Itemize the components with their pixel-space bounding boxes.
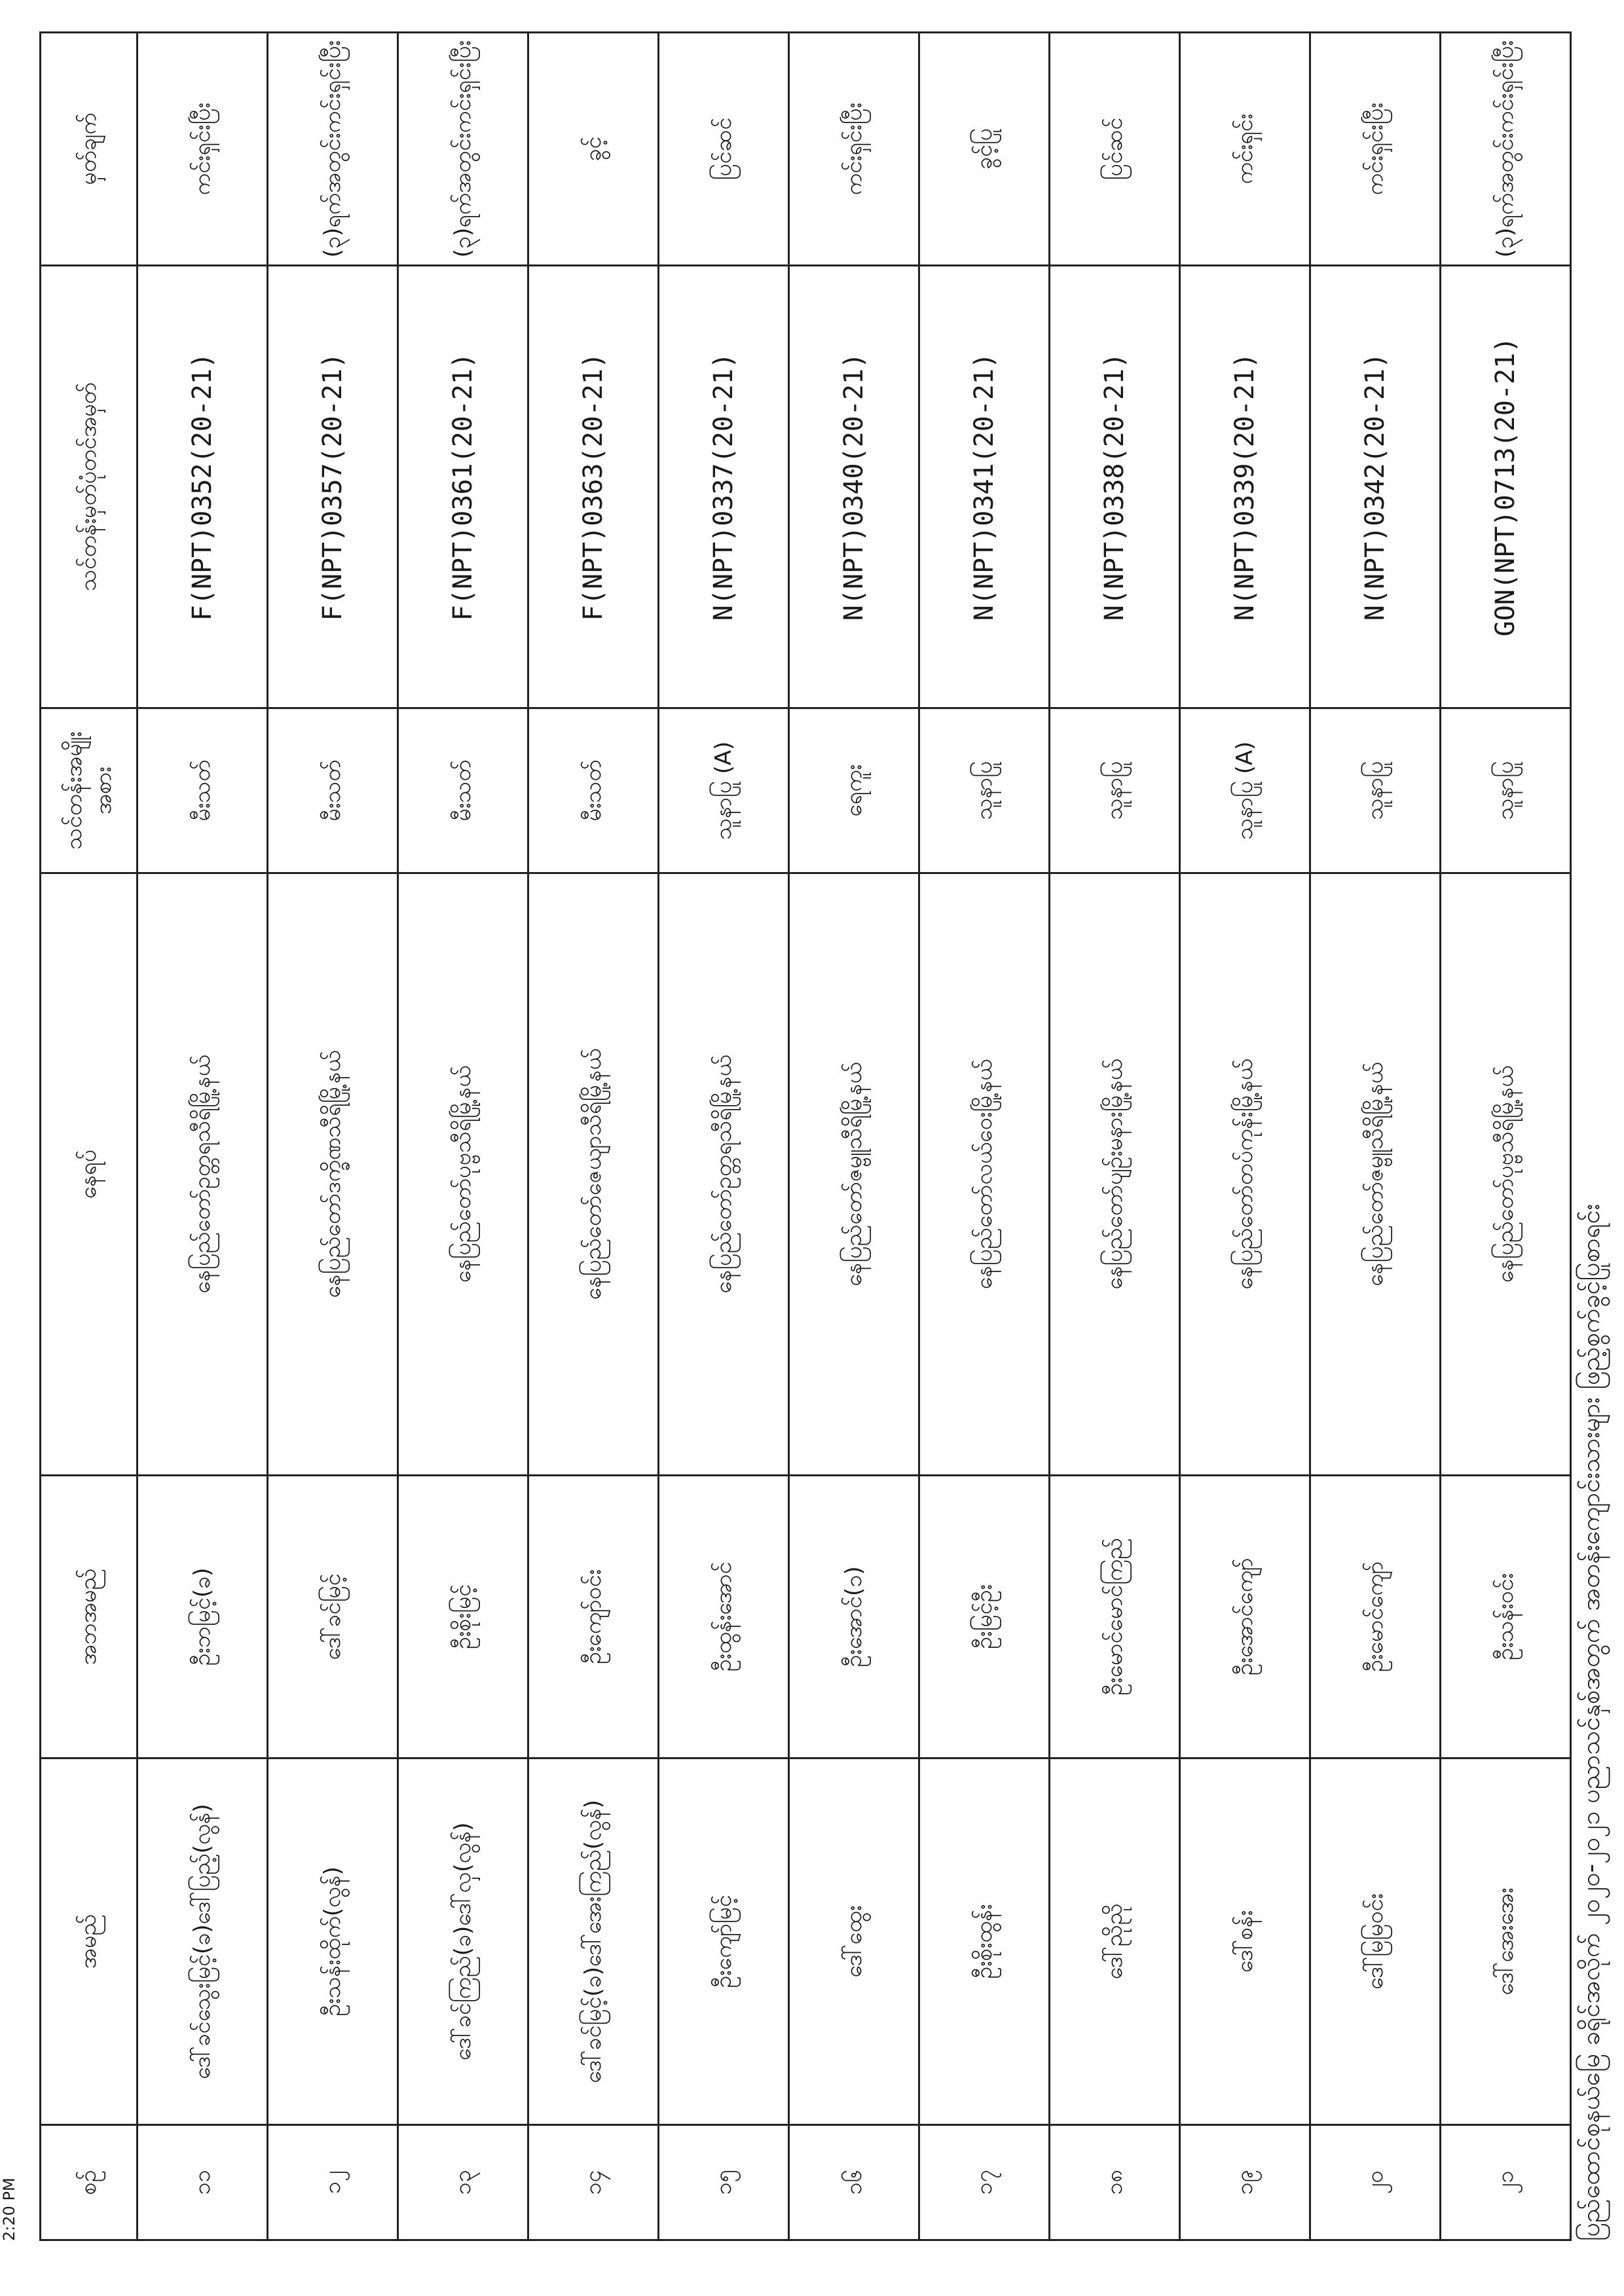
table-body bbox=[138, 33, 1571, 2240]
timestamp: 2:20 PM bbox=[0, 2178, 18, 2241]
cell-name: ဦးကျော်မြင့် bbox=[659, 1758, 789, 2125]
cell-address: နေပြည်တော်ဇမ္ဗူသီရိမြို့နယ် bbox=[789, 873, 919, 1476]
cell-father: ဦးကျော်ဝင်း bbox=[528, 1476, 659, 1758]
cell-reg-no: GON(NPT)0713(20-21) bbox=[1441, 266, 1571, 708]
cell-course: ရေကူး bbox=[789, 708, 919, 873]
cell-remark: ခွင့်ပြု bbox=[919, 33, 1050, 266]
cell-reg-no: N(NPT)0339(20-21) bbox=[1180, 266, 1310, 708]
cell-remark: (၃)ရက်အတွင်းကင်းရှင်းပြီး bbox=[1441, 33, 1571, 266]
cell-reg-no: N(NPT)0341(20-21) bbox=[919, 266, 1050, 708]
cell-remark: ကင်းရှင်း bbox=[1180, 33, 1310, 266]
cell-father: ဒေါ်ခင်မြင့် bbox=[268, 1476, 398, 1758]
cell-name: ဒေါ်စန်း bbox=[1180, 1758, 1310, 2125]
cell-reg-no: F(NPT)0352(20-21) bbox=[138, 266, 268, 708]
cell-remark: (၃)ရက်အတွင်းကင်းရှင်းပြီး bbox=[268, 33, 398, 266]
header-father: အဘအမည် bbox=[41, 1476, 138, 1758]
cell-reg-no: F(NPT)0361(20-21) bbox=[398, 266, 528, 708]
cell-address: နေပြည်တော်ပုဗ္ဗသီရိမြို့နယ် bbox=[398, 873, 528, 1476]
document-title: ပြည်ထောင်စုနယ်မြေ ခရိုင်အလိုက် ၂၀၂၀-၂၀၂၁ ပညာသင်နှစ်အတွက် အတန်းကျောင်းသားများ ဖြည့်စွက်ခွင့်ပြုစာရင်း bbox=[1576, 1203, 1605, 2241]
cell-name: ဒေါ်ထွေး bbox=[789, 1758, 919, 2125]
cell-father: ဦးသန်းဝင်း bbox=[1441, 1476, 1571, 1758]
table-row bbox=[528, 33, 659, 2240]
cell-reg-no: F(NPT)0363(20-21) bbox=[528, 266, 659, 708]
cell-address: နေပြည်တော်ဥတ္တရသီရိမြို့နယ် bbox=[659, 873, 789, 1476]
cell-reg-no: N(NPT)0337(20-21) bbox=[659, 266, 789, 708]
cell-course: မီးသတ် bbox=[138, 708, 268, 873]
cell-remark: ကင်းရှင်းပြီး bbox=[1310, 33, 1441, 266]
cell-reg-no: N(NPT)0342(20-21) bbox=[1310, 266, 1441, 708]
cell-course: သူနာပြု bbox=[1441, 708, 1571, 873]
cell-address: နေပြည်တော်လယ်ဝေးမြို့နယ် bbox=[919, 873, 1050, 1476]
cell-no: ၁၁ bbox=[138, 2125, 268, 2240]
cell-father: ဦးမြင့်ဦး bbox=[919, 1476, 1050, 1758]
cell-address: နေပြည်တော်ဥတ္တရသီရိမြို့နယ် bbox=[138, 873, 268, 1476]
table-row bbox=[138, 33, 268, 2240]
cell-remark: ကင်းရှင်းပြီး bbox=[138, 33, 268, 266]
cell-name: ဒေါ်ခင်ကြည်(ခ)ဒေါ်လှ(လွန်) bbox=[398, 1758, 528, 2125]
table-row bbox=[268, 33, 398, 2240]
cell-no: ၁၅ bbox=[659, 2125, 789, 2240]
table-row bbox=[659, 33, 789, 2240]
header-reg-no: သင်တန်းမှတ်ပုံတင်အမှတ် bbox=[41, 266, 138, 708]
header-remark: မှတ်ချက် bbox=[41, 33, 138, 266]
cell-course: သူနာပြု bbox=[1050, 708, 1180, 873]
cell-father: ဦးအောင်(၁) bbox=[789, 1476, 919, 1758]
cell-remark: ပြင်ဆင် bbox=[1050, 33, 1180, 266]
cell-reg-no: N(NPT)0340(20-21) bbox=[789, 266, 919, 708]
cell-no: ၁၈ bbox=[1050, 2125, 1180, 2240]
cell-no: ၁၇ bbox=[919, 2125, 1050, 2240]
cell-no: ၁၉ bbox=[1180, 2125, 1310, 2240]
cell-address: နေပြည်တော်ပုဗ္ဗသီရိမြို့နယ် bbox=[1441, 873, 1571, 1476]
cell-father: ဦးထွန်းအောင် bbox=[659, 1476, 789, 1758]
table-row bbox=[1441, 33, 1571, 2240]
table-row bbox=[919, 33, 1050, 2240]
header-name: အမည် bbox=[41, 1758, 138, 2125]
cell-reg-no: F(NPT)0357(20-21) bbox=[268, 266, 398, 708]
cell-no: ၁၄ bbox=[528, 2125, 659, 2240]
cell-father: ဦးဘမြင့်(ခ) bbox=[138, 1476, 268, 1758]
cell-name: ဒေါ်ခင်မြင့်(ခ)ဒေါ်အေးကြည်(လွန်) bbox=[528, 1758, 659, 2125]
cell-course: သူနာပြု bbox=[1310, 708, 1441, 873]
registration-table bbox=[39, 31, 1572, 2241]
header-no: စဉ် bbox=[41, 2125, 138, 2240]
cell-course: မီးသတ် bbox=[528, 708, 659, 873]
table-row bbox=[398, 33, 528, 2240]
header-course: သင်တန်းအမျိုးအစား bbox=[41, 708, 138, 873]
cell-remark: ပြင်ဆင် bbox=[659, 33, 789, 266]
cell-no: ၁၂ bbox=[268, 2125, 398, 2240]
table-row bbox=[789, 33, 919, 2240]
cell-remark: (၃)ရက်အတွင်းကင်းရှင်းပြီး bbox=[398, 33, 528, 266]
cell-father: ဦးမောင်ကျော် bbox=[1310, 1476, 1441, 1758]
cell-name: ဦးစိုးထွန်း bbox=[919, 1758, 1050, 2125]
cell-address: နေပြည်တော်တပ်ကုန်းမြို့နယ် bbox=[1180, 873, 1310, 1476]
cell-reg-no: N(NPT)0338(20-21) bbox=[1050, 266, 1180, 708]
cell-address: နေပြည်တော်ပျဉ်းမနားမြို့နယ် bbox=[1050, 873, 1180, 1476]
cell-father: ဦးအောင်ကျော် bbox=[1180, 1476, 1310, 1758]
cell-course: သူနာပြု bbox=[919, 708, 1050, 873]
table-header-row bbox=[41, 33, 138, 2240]
table-row bbox=[1050, 33, 1180, 2240]
cell-no: ၂၀ bbox=[1310, 2125, 1441, 2240]
cell-name: ဒေါ်ခင်သွေးမြင့်(ခ)ဒေါ်ပြည့်(လွန်) bbox=[138, 1758, 268, 2125]
cell-course: သူနာပြု (A) bbox=[1180, 708, 1310, 873]
table-row bbox=[1180, 33, 1310, 2240]
cell-father: ဦးစိုးမြင့် bbox=[398, 1476, 528, 1758]
cell-address: နေပြည်တော်ဇေယျာသီရိမြို့နယ် bbox=[528, 873, 659, 1476]
cell-course: မီးသတ် bbox=[268, 708, 398, 873]
cell-address: နေပြည်တော်ဒက္ခိဏသီရိမြို့နယ် bbox=[268, 873, 398, 1476]
cell-no: ၁၃ bbox=[398, 2125, 528, 2240]
cell-no: ၂၁ bbox=[1441, 2125, 1571, 2240]
cell-address: နေပြည်တော်ဇမ္ဗူသီရိမြို့နယ် bbox=[1310, 873, 1441, 1476]
cell-father: ဦးမောင်မောင်ကြည် bbox=[1050, 1476, 1180, 1758]
header-address: နေရပ် bbox=[41, 873, 138, 1476]
cell-remark: ခွင့် bbox=[528, 33, 659, 266]
cell-course: သူနာပြု (A) bbox=[659, 708, 789, 873]
cell-name: ဦးသန်းထိုက်(လွန်) bbox=[268, 1758, 398, 2125]
cell-remark: ကင်းရှင်းပြီး bbox=[789, 33, 919, 266]
cell-no: ၁၆ bbox=[789, 2125, 919, 2240]
table-row bbox=[1310, 33, 1441, 2240]
cell-name: ဒေါ်အေးအေး bbox=[1441, 1758, 1571, 2125]
cell-name: ဒေါ်ညိုညို bbox=[1050, 1758, 1180, 2125]
cell-name: ဒေါ်မြမြဝင်း bbox=[1310, 1758, 1441, 2125]
cell-course: မီးသတ် bbox=[398, 708, 528, 873]
